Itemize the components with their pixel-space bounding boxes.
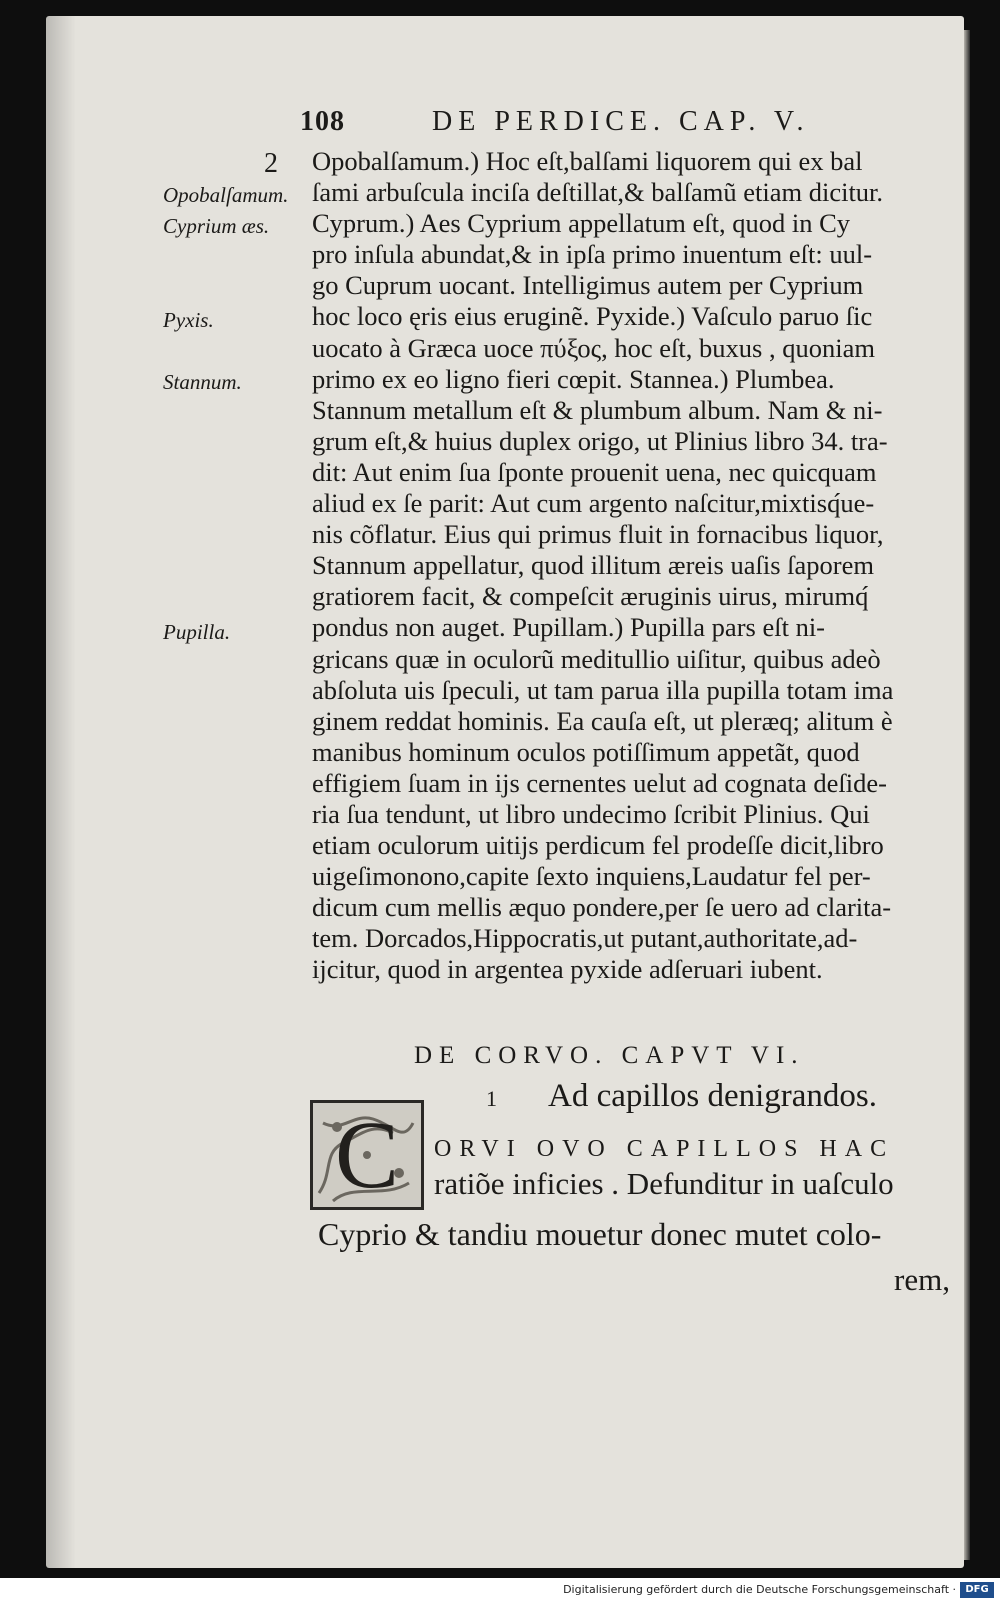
- chapter-text-line: rem,: [894, 1262, 950, 1297]
- running-header: [300, 106, 900, 146]
- dfg-logo-icon: DFG: [960, 1582, 994, 1598]
- marginal-note-opobalsamum: Opobalſamum.: [163, 183, 289, 207]
- text-line: Opobalſamum.) Hoc eſt,balſami liquorem qui ex bal: [312, 146, 863, 176]
- text-line: effigiem ſuam in ijs cernentes uelut ad cognata deſide-: [312, 767, 887, 798]
- page-number: 108: [300, 106, 345, 137]
- initial-letter: C: [334, 1101, 400, 1208]
- text-line: primo ex eo ligno fieri cœpit. Stannea.) Plumbea.: [312, 363, 835, 394]
- text-line: gratiorem facit, & compeſcit æruginis uirus, mirumq́: [312, 581, 869, 612]
- text-line: aliud ex ſe parit: Aut cum argento naſcitur,mixtisq́ue-: [312, 488, 875, 519]
- text-line: tem. Dorcados,Hippocratis,ut putant,authoritate,ad-: [312, 923, 858, 954]
- page-edge: [964, 30, 970, 1560]
- funding-credit: Digitalisierung gefördert durch die Deutsche Forschungsgemeinschaft ·: [563, 1583, 956, 1596]
- marginal-note-cyprium: Cyprium æs.: [163, 214, 270, 238]
- text-line: nis cõflatur. Eius qui primus fluit in fornacibus liquor,: [312, 519, 884, 550]
- chapter-text-line: Cyprio & tandiu mouetur donec mutet colo-: [318, 1216, 882, 1252]
- text-line: ijcitur, quod in argentea pyxide adſeruari iubent.: [312, 954, 823, 985]
- digitization-footer: [0, 1578, 1000, 1604]
- note-marker: 2: [264, 148, 278, 179]
- section-title: Ad capillos denigrandos.: [548, 1078, 878, 1114]
- marginal-note-stannum: Stannum.: [163, 370, 242, 394]
- section-number: 1: [486, 1086, 497, 1111]
- text-line: Stannum appellatur, quod illitum æreis uaſis ſaporem: [312, 550, 874, 581]
- text-line: ginem reddat hominis. Ea cauſa eſt, ut pleræq; alitum è: [312, 705, 893, 736]
- text-line: grum eſt,& huius duplex origo, ut Plinius libro 34. tra-: [312, 425, 888, 456]
- marginal-note-pupilla: Pupilla.: [163, 620, 231, 644]
- text-line: ſami arbuſcula inciſa deſtillat,& balſamũ etiam dicitur.: [312, 177, 884, 208]
- commentary-text: [312, 146, 964, 986]
- text-line: dit: Aut enim ſua ſponte prouenit uena, nec quicquam: [312, 456, 877, 487]
- text-line: abſoluta uis ſpeculi, ut tam parua illa pupilla totam ima: [312, 674, 894, 705]
- gutter-shadow: [46, 16, 76, 1568]
- chapter-heading: DE CORVO. CAPVT VI.: [414, 1042, 805, 1069]
- text-line: Stannum metallum eſt & plumbum album. Nam & ni-: [312, 394, 883, 425]
- decorated-initial: [310, 1100, 424, 1210]
- marginal-note-pyxis: Pyxis.: [163, 308, 214, 332]
- running-title: DE PERDICE. CAP. V.: [432, 106, 810, 137]
- text-line: hoc loco ęris eius eruginẽ. Pyxide.) Vaſculo paruo ſic: [312, 301, 873, 332]
- capitals-line: ORVI OVO CAPILLOS HAC: [434, 1136, 895, 1162]
- text-line: gricans quæ in oculorũ meditullio uiſitur, quibus adeò: [312, 643, 881, 674]
- text-line: ria ſua tendunt, ut libro undecimo ſcribit Plinius. Qui: [312, 798, 870, 829]
- text-line: go Cuprum uocant. Intelligimus autem per Cyprium: [312, 270, 864, 301]
- text-line: Cyprum.) Aes Cyprium appellatum eſt, quod in Cy: [312, 208, 851, 239]
- chapter-text-line: ratiõe inficies . Defunditur in uaſculo: [434, 1166, 894, 1201]
- text-line: uocato à Græca uoce πύξος, hoc eſt, buxus , quoniam: [312, 332, 875, 363]
- text-line: manibus hominum oculos potiſſimum appetãt, quod: [312, 736, 860, 767]
- text-line: uigeſimonono,capite ſexto inquiens,Laudatur fel per-: [312, 861, 871, 892]
- text-line: pondus non auget. Pupillam.) Pupilla pars eſt ni-: [312, 612, 826, 643]
- text-line: pro inſula abundat,& in ipſa primo inuentum eſt: uul-: [312, 239, 873, 270]
- text-line: etiam oculorum uitijs perdicum fel prodeſſe dicit,libro: [312, 830, 884, 861]
- text-line: dicum cum mellis æquo pondere,per ſe uero ad clarita-: [312, 892, 892, 923]
